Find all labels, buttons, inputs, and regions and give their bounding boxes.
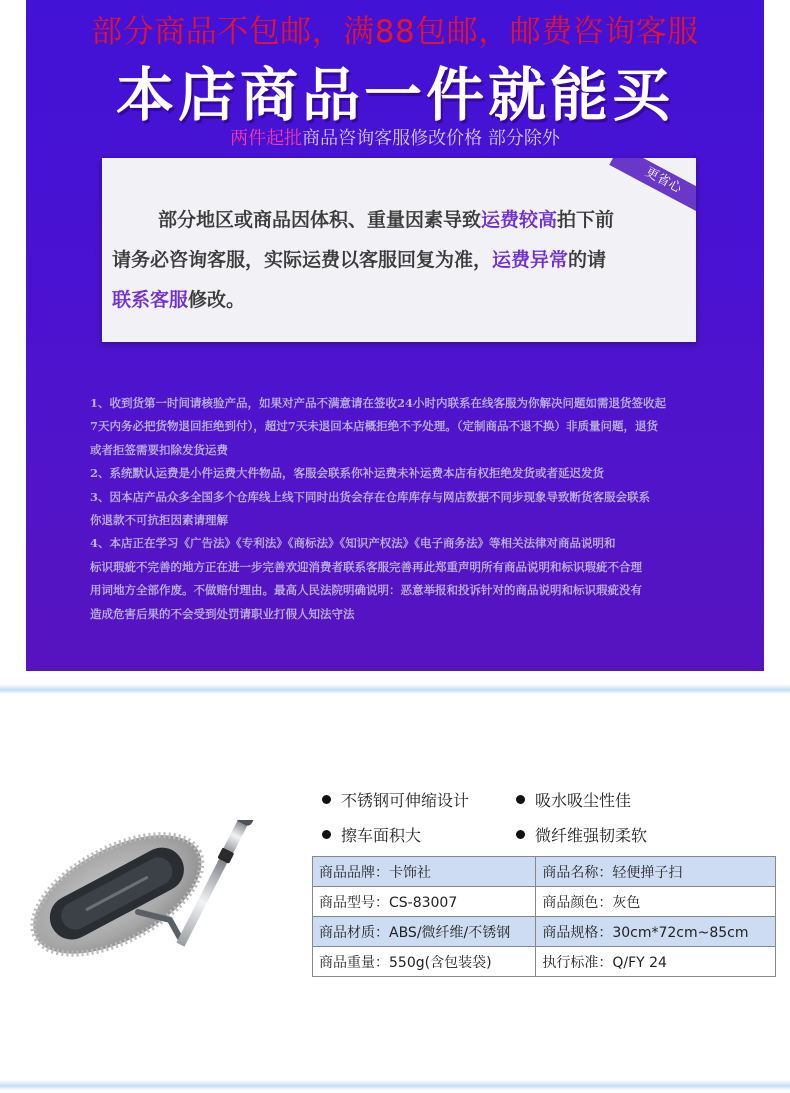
notice-line-1: 部分地区或商品因体积、重量因素导致 [158,209,482,231]
notice-emph-2: 运费异常 [492,249,569,271]
wholesale-highlight: 两件起批 [230,128,303,149]
bullet-icon [322,830,331,839]
promo-banner [26,0,764,671]
banner-subtitle [26,124,764,150]
shipping-notice-box [102,158,696,342]
feature-item: 微纤维强韧柔软 [516,823,647,846]
rule-line: 你退款不可抗拒因素请理解 [90,513,228,528]
rule-line: 2、系统默认运费是小件运费大件物品，客服会联系你补运费未补运费本店有权拒绝发货或者延迟发货 [90,466,604,481]
notice-line-1-rest: 拍下前 [557,209,615,231]
store-rules [90,392,730,626]
rule-line: 标识瑕疵不完善的地方正在进一步完善欢迎消费者联系客服完善再此郑重声明所有商品说明和标识瑕疵不合理 [90,559,642,574]
rule-line: 4、本店正在学习《广告法》《专利法》《商标法》《知识产权法》《电子商务法》等相关法律对商品说明和 [90,536,616,551]
notice-ribbon: 更省心 [609,158,696,217]
rule-line: 或者拒签需要扣除发货运费 [90,442,228,457]
feature-item: 不锈钢可伸缩设计 [322,788,469,811]
spec-table [312,856,776,977]
spec-cell: 商品型号：CS-83007 [313,887,536,917]
shipping-notice-headline: 部分商品不包邮，满88包邮，邮费咨询客服 [91,14,699,50]
bottom-divider [0,1080,790,1090]
notice-line-3-rest: 修改。 [188,289,246,311]
duster-product-image [20,820,310,1060]
bullet-icon [322,795,331,804]
table-row [313,947,776,977]
spec-cell: 商品规格：30cm*72cm~85cm [536,917,776,947]
bullet-icon [516,795,525,804]
table-row [313,917,776,947]
notice-emph-1: 运费较高 [481,209,558,231]
banner-title: 本店商品一件就能买 [115,61,674,129]
table-row [313,857,776,887]
spec-cell: 商品材质：ABS/微纤维/不锈钢 [313,917,536,947]
spec-cell: 执行标准：Q/FY 24 [536,947,776,977]
rule-line: 1、收到货第一时间请核验产品，如果对产品不满意请在签收24小时内联系在线客服为你解决问题如需退货签收起 [90,396,666,410]
notice-text [112,200,692,320]
feature-item: 擦车面积大 [322,823,421,846]
spec-cell: 商品名称：轻便掸子扫 [536,857,776,887]
subtitle-text: 商品咨询客服修改价格 部分除外 [302,128,560,149]
spec-cell: 商品颜色：灰色 [536,887,776,917]
rule-line: 用词地方全部作废。不做赔付理由。最高人民法院明确说明：恶意举报和投诉针对的商品说明和标识瑕疵没有 [90,583,642,598]
table-row [313,887,776,917]
rule-line: 造成危害后果的不会受到处罚请职业打假人知法守法 [90,606,355,621]
spec-cell: 商品品牌：卡饰社 [313,857,536,887]
rule-line: 3、因本店产品众多全国多个仓库线上线下同时出货会存在仓库库存与网店数据不同步现象导致断货客服会联系 [90,489,650,504]
feature-item: 吸水吸尘性佳 [516,788,631,811]
notice-line-2-rest: 的请 [568,249,607,271]
rule-line: 7天内务必把货物退回拒绝到付），超过7天未退回本店概拒绝不予处理。（定制商品不退不换）非质量问题，退货 [90,419,658,434]
notice-emph-3: 联系客服 [112,289,189,311]
spec-cell: 商品重量：550g(含包装袋) [313,947,536,977]
bullet-icon [516,830,525,839]
notice-line-2: 请务必咨询客服，实际运费以客服回复为准， [112,249,493,271]
section-divider [0,684,790,694]
